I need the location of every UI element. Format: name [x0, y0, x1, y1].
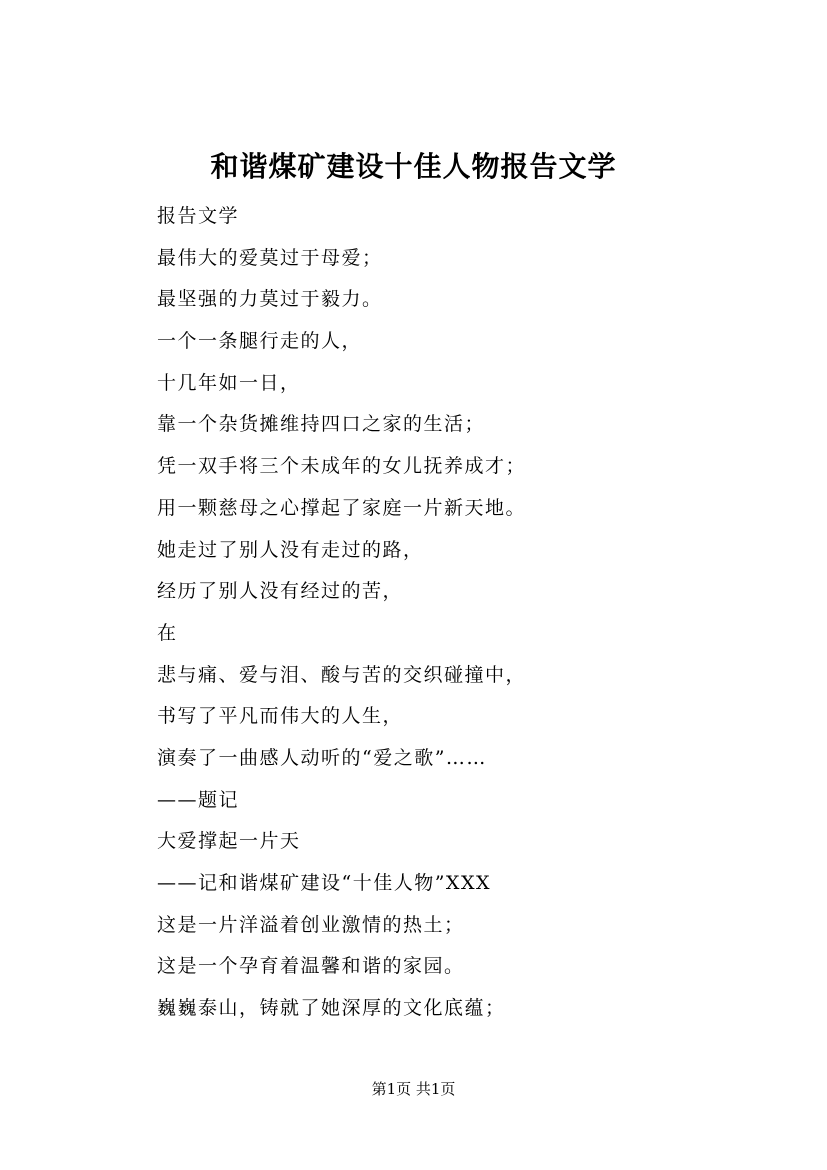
text-line: 悲与痛、爱与泪、酸与苦的交织碰撞中，	[157, 663, 527, 686]
text-line: 这是一片洋溢着创业激情的热土；	[157, 913, 465, 936]
text-line: 大爱撑起一片天	[157, 830, 301, 853]
text-line: 演奏了一曲感人动听的“爱之歌”……	[157, 746, 487, 769]
page-number-footer: 第1页 共1页	[371, 1080, 456, 1098]
text-line: 书写了平凡而伟大的人生，	[157, 705, 404, 728]
text-line: 十几年如一日，	[157, 371, 301, 394]
text-line: 用一颗慈母之心撑起了家庭一片新天地。	[157, 496, 527, 519]
text-line: 靠一个杂货摊维持四口之家的生活；	[157, 413, 486, 436]
text-line: 凭一双手将三个未成年的女儿抚养成才；	[157, 455, 527, 478]
text-line: ——记和谐煤矿建设“十佳人物”XXX	[157, 872, 492, 894]
text-line: 巍巍泰山，铸就了她深厚的文化底蕴；	[157, 997, 506, 1020]
text-line: 最坚强的力莫过于毅力。	[157, 288, 383, 311]
text-line: 她走过了别人没有走过的路，	[157, 538, 424, 561]
text-line: 经历了别人没有经过的苦，	[157, 580, 404, 603]
body-text	[157, 196, 717, 1030]
document-title: 和谐煤矿建设十佳人物报告文学	[210, 150, 617, 183]
text-line: 一个一条腿行走的人，	[157, 330, 363, 353]
text-line: 最伟大的爱莫过于母爱；	[157, 246, 383, 269]
text-line: ——题记	[157, 788, 240, 811]
text-line: 报告文学	[157, 205, 240, 227]
text-line: 在	[157, 621, 178, 644]
text-line: 这是一个孕育着温馨和谐的家园。	[157, 955, 465, 978]
